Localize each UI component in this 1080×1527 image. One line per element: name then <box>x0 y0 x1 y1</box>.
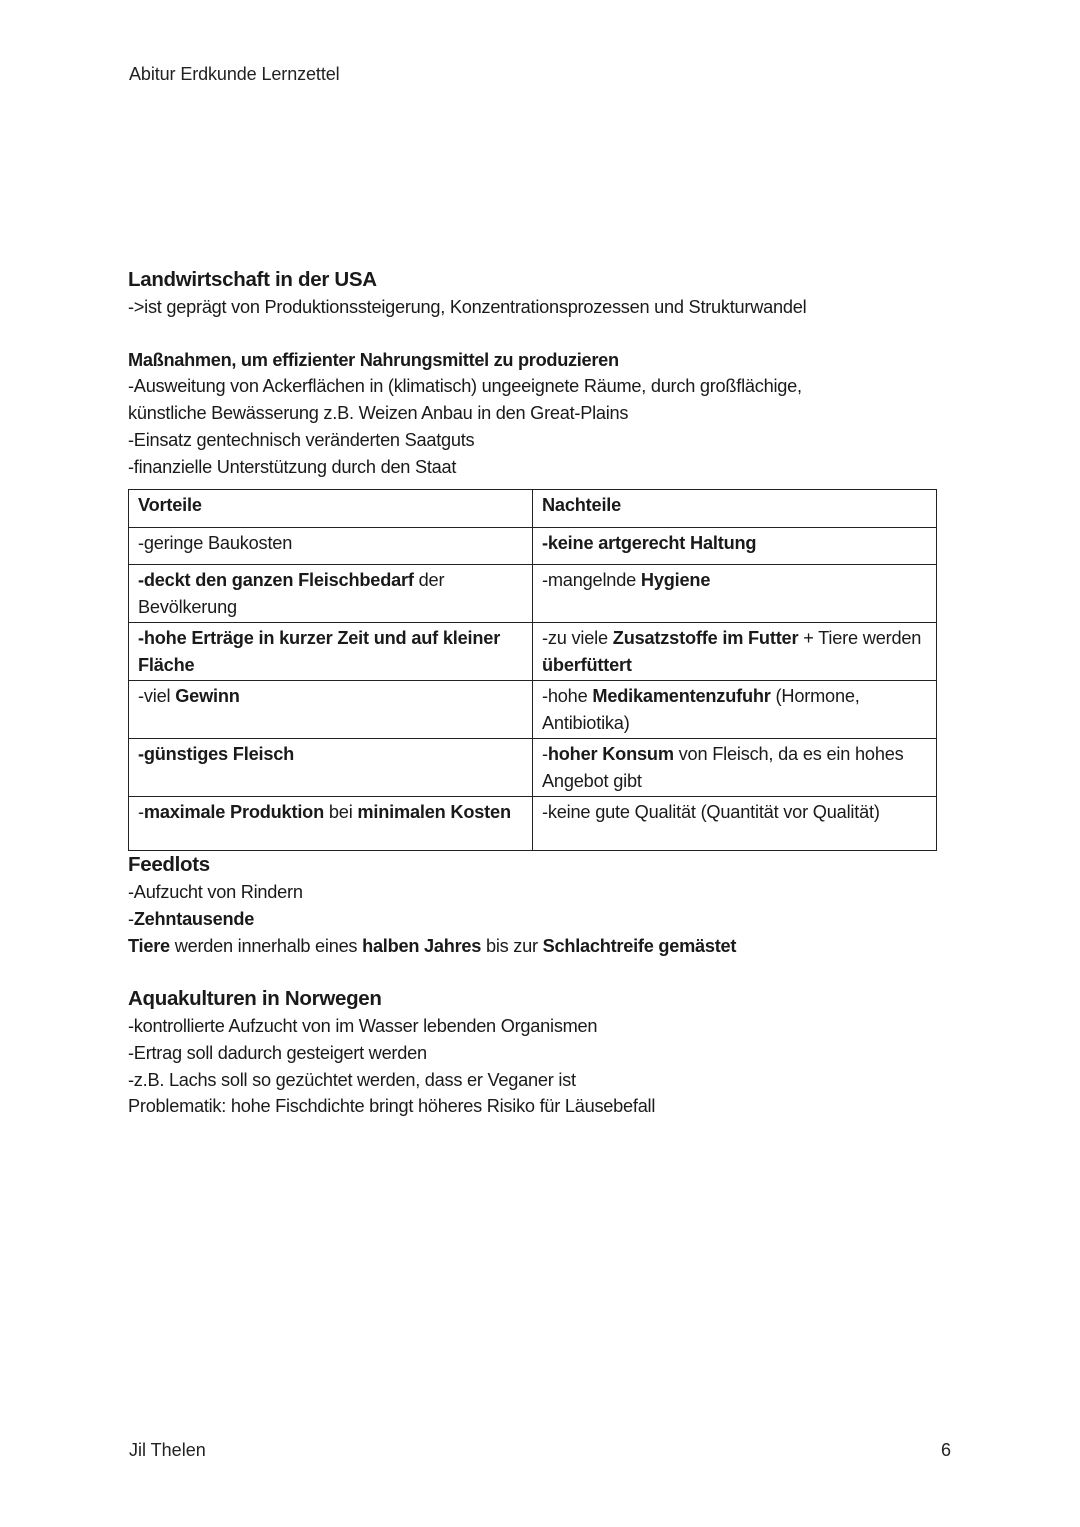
bold-text: -deckt den ganzen Fleischbedarf <box>138 570 414 591</box>
aquaculture-line: -Ertrag soll dadurch gesteigert werden <box>128 1043 427 1064</box>
section-intro-usa: ->ist geprägt von Produktionssteigerung, Konzentrationsprozessen und Strukturwandel <box>128 297 807 317</box>
bold-text: maximale Produktion <box>143 802 325 823</box>
bold-text: Medikamentenzufuhr <box>592 686 771 707</box>
pro-cell <box>129 739 533 797</box>
text: - <box>138 802 144 823</box>
text: -keine gute Qualität (Quantität vor Qualität) <box>542 802 880 823</box>
text: der Bevölkerung <box>138 570 445 618</box>
measures-line: -Einsatz gentechnisch veränderten Saatguts <box>128 429 475 450</box>
feedlots-line <box>128 933 928 960</box>
table-header-row <box>129 490 937 528</box>
bold-text: Tiere <box>128 935 170 956</box>
spacer <box>128 959 928 985</box>
con-cell <box>533 681 937 739</box>
aquaculture-line: -z.B. Lachs soll so gezüchtet werden, dass er Veganer ist <box>128 1069 576 1090</box>
bold-text: -günstiges Fleisch <box>138 744 295 765</box>
bold-text: -hohe Erträge in kurzer Zeit und auf kleiner Fläche <box>138 628 501 676</box>
bold-text: -keine artgerecht Haltung <box>542 533 757 554</box>
spacer <box>128 321 928 347</box>
bold-text: hoher Konsum <box>547 744 674 765</box>
con-cell <box>533 565 937 623</box>
aquaculture-line: Problematik: hohe Fischdichte bringt höheres Risiko für Läusebefall <box>128 1096 656 1117</box>
measures-line: -finanzielle Unterstützung durch den Staat <box>128 456 457 477</box>
feedlots-line <box>128 906 928 933</box>
bold-text: Gewinn <box>175 686 240 707</box>
header-pros: Vorteile <box>129 490 533 528</box>
con-cell <box>533 797 937 851</box>
bold-text: minimalen Kosten <box>357 802 511 823</box>
text: von Fleisch, da es ein hohes Angebot gibt <box>542 744 904 792</box>
text: werden innerhalb eines <box>169 935 363 956</box>
bold-text: Zusatzstoffe im Futter <box>612 628 799 649</box>
text: -zu viele <box>542 628 613 649</box>
text: + Tiere werden <box>798 628 922 649</box>
con-cell <box>533 528 937 565</box>
table-row <box>129 528 937 565</box>
page-number: 6 <box>941 1440 952 1460</box>
con-cell <box>533 739 937 797</box>
feedlots-line: -Aufzucht von Rindern <box>128 882 303 903</box>
text: bis zur <box>481 935 543 956</box>
text: - <box>542 744 548 765</box>
footer-author: Jil Thelen <box>129 1440 206 1460</box>
bold-text: Schlachtreife gemästet <box>542 935 737 956</box>
aquaculture-heading: Aquakulturen in Norwegen <box>128 987 382 1011</box>
pro-cell <box>129 528 533 565</box>
measures-line: -Ausweitung von Ackerflächen in (klimatisch) ungeeignete Räume, durch großflächige, <box>128 376 802 397</box>
table-row <box>129 565 937 623</box>
header-cons: Nachteile <box>533 490 937 528</box>
text: -hohe <box>542 686 593 707</box>
text: bei <box>324 802 358 823</box>
pros-cons-table <box>128 489 937 851</box>
page-header: Abitur Erdkunde Lernzettel <box>129 64 340 84</box>
measures-heading: Maßnahmen, um effizienter Nahrungsmittel zu produzieren <box>128 349 619 370</box>
con-cell <box>533 623 937 681</box>
table-row <box>129 623 937 681</box>
section-heading-usa: Landwirtschaft in der USA <box>128 268 377 291</box>
aquaculture-line: -kontrollierte Aufzucht von im Wasser lebenden Organismen <box>128 1016 598 1037</box>
feedlots-emphasis: Zehntausende <box>133 908 255 929</box>
pro-cell <box>129 681 533 739</box>
table-row <box>129 739 937 797</box>
text: -mangelnde <box>542 570 641 591</box>
pro-cell <box>129 623 533 681</box>
table-row <box>129 797 937 851</box>
bold-text: Hygiene <box>640 570 711 591</box>
bold-text: halben Jahres <box>362 935 482 956</box>
text: (Hormone, Antibiotika) <box>542 686 860 734</box>
text: -geringe Baukosten <box>138 533 293 554</box>
text: -viel <box>138 686 176 707</box>
dash: - <box>128 908 134 929</box>
measures-line: künstliche Bewässerung z.B. Weizen Anbau in den Great-Plains <box>128 403 629 424</box>
feedlots-heading: Feedlots <box>128 853 210 877</box>
page-content <box>128 266 928 1120</box>
table-row <box>129 681 937 739</box>
bold-text: überfüttert <box>542 655 632 676</box>
pro-cell <box>129 797 533 851</box>
pro-cell <box>129 565 533 623</box>
